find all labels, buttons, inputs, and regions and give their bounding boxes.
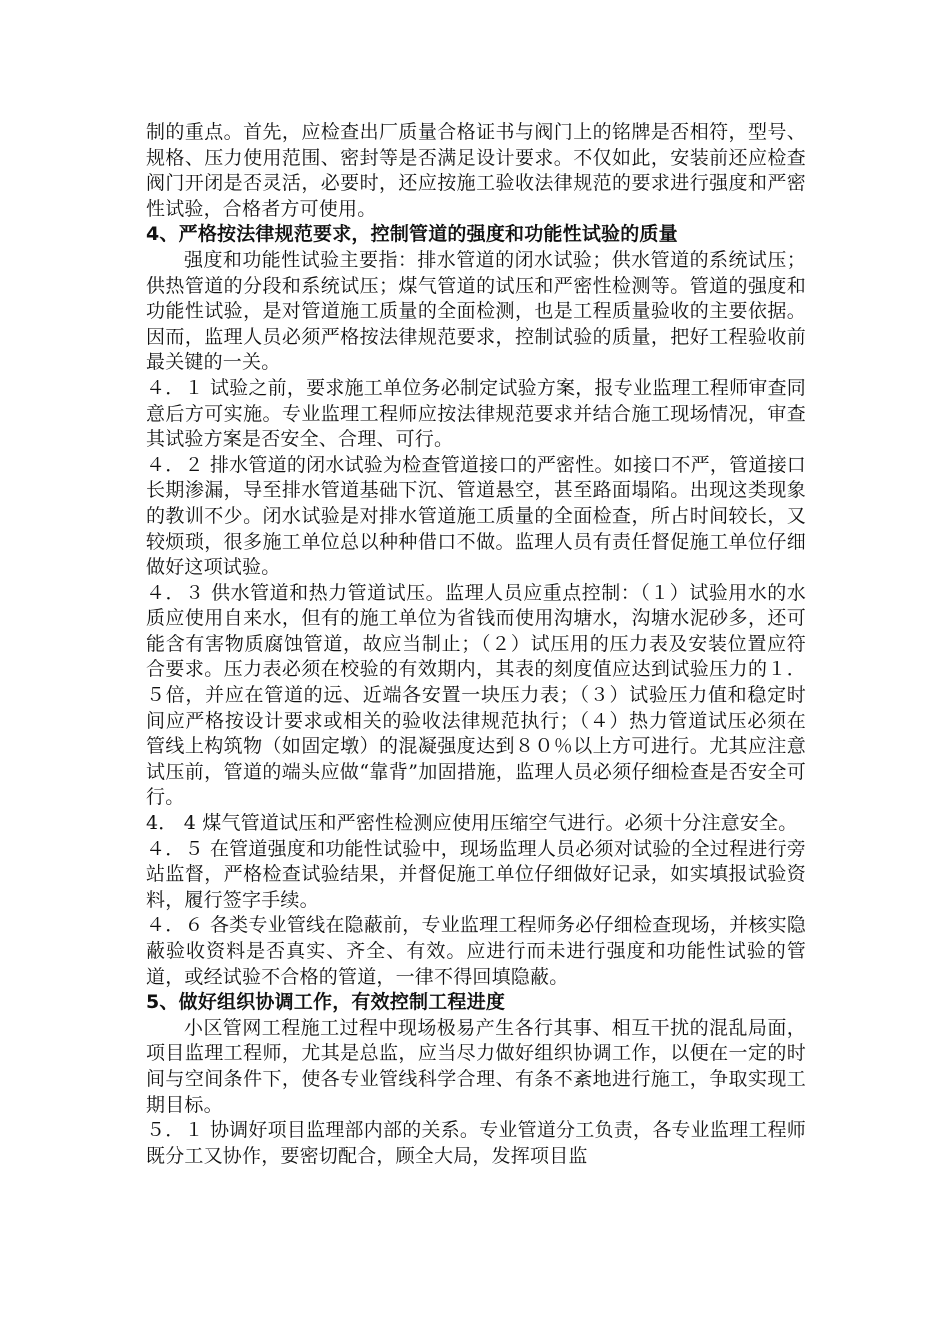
paragraph-4-4: 4． 4 煤气管道试压和严密性检测应使用压缩空气进行。必须十分注意安全。	[146, 812, 798, 835]
paragraph-coordination-intro: 小区管网工程施工过程中现场极易产生各行其事、相互干扰的混乱局面，项目监理工程师，尤其是总监，应当尽力做好组织协调工作，以便在一定的时间与空间条件下，使各专业管线科学合理、有条不紊地进行施工，争取实现工期目标。	[146, 1016, 806, 1116]
paragraph-strength-tests-intro: 强度和功能性试验主要指：排水管道的闭水试验；供水管道的系统试压；供热管道的分段和系统试压；煤气管道的试压和严密性检测等。管道的强度和功能性试验，是对管道施工质量的全面检测，也是工程质量验收的主要依据。因而，监理人员必须严格按法律规范要求，控制试验的质量，把好工程验收前最关键的一关。	[146, 248, 806, 374]
section-heading-5: 5、做好组织协调工作，有效控制工程进度	[146, 991, 506, 1014]
paragraph-5-1: ５．１ 协调好项目监理部内部的关系。专业管道分工负责，各专业监理工程师既分工又协作，要密切配合，顾全大局，发挥项目监	[146, 1119, 806, 1167]
document-body	[146, 120, 806, 1169]
paragraph-4-2: ４．２ 排水管道的闭水试验为检查管道接口的严密性。如接口不严，管道接口长期渗漏，导至排水管道基础下沉、管道悬空，甚至路面塌陷。出现这类现象的教训不少。闭水试验是对排水管道施工质量的全面检查，所占时间较长，又较烦琐，很多施工单位总以种种借口不做。监理人员有责任督促施工单位仔细做好这项试验。	[146, 453, 806, 579]
section-heading-4: 4、严格按法律规范要求，控制管道的强度和功能性试验的质量	[146, 223, 678, 246]
paragraph-4-3: ４．３ 供水管道和热力管道试压。监理人员应重点控制：（１）试验用水的水质应使用自来水，但有的施工单位为省钱而使用沟塘水，沟塘水泥砂多，还可能含有害物质腐蚀管道，故应当制止；（２）试压用的压力表及安装位置应符合要求。压力表必须在校验的有效期内，其表的刻度值应达到试验压力的１．５倍，并应在管道的远、近端各安置一块压力表；（３）试验压力值和稳定时间应严格按设计要求或相关的验收法律规范执行；（４）热力管道试压必须在管线上构筑物（如固定墩）的混凝强度达到８０％以上方可进行。尤其应注意试压前，管道的端头应做“靠背”加固措施，监理人员必须仔细检查是否安全可行。	[146, 581, 806, 809]
paragraph-4-1: ４．１ 试验之前，要求施工单位务必制定试验方案，报专业监理工程师审查同意后方可实施。专业监理工程师应按法律规范要求并结合施工现场情况，审查其试验方案是否安全、合理、可行。	[146, 376, 806, 451]
paragraph-4-5: ４．５ 在管道强度和功能性试验中，现场监理人员必须对试验的全过程进行旁站监督，严格检查试验结果，并督促施工单位仔细做好记录，如实填报试验资料，履行签字手续。	[146, 837, 806, 911]
paragraph-valve-inspection: 制的重点。首先，应检查出厂质量合格证书与阀门上的铭牌是否相符，型号、规格、压力使用范围、密封等是否满足设计要求。不仅如此，安装前还应检查阀门开闭是否灵活，必要时，还应按施工验收法律规范的要求进行强度和严密性试验，合格者方可使用。	[146, 121, 806, 220]
paragraph-4-6: ４．６ 各类专业管线在隐蔽前，专业监理工程师务必仔细检查现场，并核实隐蔽验收资料是否真实、齐全、有效。应进行而未进行强度和功能性试验的管道，或经试验不合格的管道，一律不得回填隐蔽。	[146, 914, 806, 988]
